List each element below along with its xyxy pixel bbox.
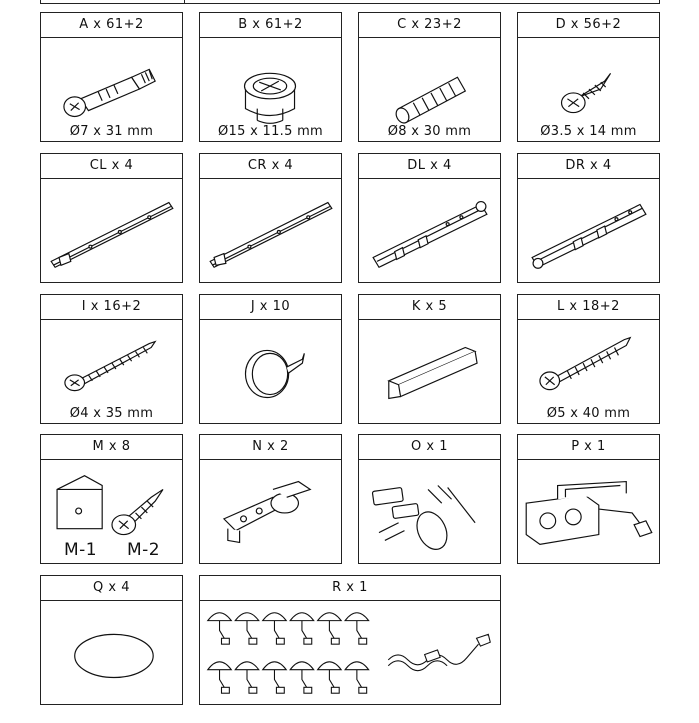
cam-bolt-icon [41,38,182,141]
part-card-o [358,434,501,564]
part-card-cr [199,153,342,283]
felt-pad-icon [41,601,182,704]
drawer-runner-left-icon [359,179,500,282]
part-header: R x 1 [200,576,500,601]
edge-profile-icon [359,320,500,423]
part-card-a [40,12,183,142]
drawer-slide-left-icon [41,179,182,282]
part-header: P x 1 [518,435,659,460]
part-card-l [517,294,660,424]
part-card-b [199,12,342,142]
part-header: CR x 4 [200,154,341,179]
drawer-slide-right-icon [200,179,341,282]
power-socket-icon [518,460,659,563]
part-card-c [358,12,501,142]
part-header: M x 8 [41,435,182,460]
wooden-dowel-icon [359,38,500,141]
part-header: O x 1 [359,435,500,460]
part-card-n [199,434,342,564]
angle-bracket-icon [41,460,182,563]
part-card-p [517,434,660,564]
sub-label-m2: M-2 [127,540,161,560]
part-dimension: Ø15 x 11.5 mm [217,124,324,139]
sub-label-m1: M-1 [64,540,98,560]
part-header: N x 2 [200,435,341,460]
part-card-dl [358,153,501,283]
part-card-d [517,12,660,142]
part-header: A x 61+2 [41,13,182,38]
part-dimension: Ø8 x 30 mm [387,124,472,139]
part-dimension: Ø5 x 40 mm [546,406,631,421]
part-header: CL x 4 [41,154,182,179]
part-card-i [40,294,183,424]
nail-glide-icon [200,320,341,423]
part-card-m [40,434,183,564]
part-card-q [40,575,183,705]
part-dimension: Ø3.5 x 14 mm [540,124,637,139]
drawer-runner-right-icon [518,179,659,282]
part-header: I x 16+2 [41,295,182,320]
cabinet-hinge-icon [200,460,341,563]
part-header: B x 61+2 [200,13,341,38]
part-header: D x 56+2 [518,13,659,38]
short-screw-icon [518,38,659,141]
top-frame [40,0,660,4]
part-header: K x 5 [359,295,500,320]
part-header: DL x 4 [359,154,500,179]
part-card-r [199,575,501,705]
long-screw-icon [41,320,182,423]
part-header: J x 10 [200,295,341,320]
part-header: L x 18+2 [518,295,659,320]
part-card-cl [40,153,183,283]
part-card-j [199,294,342,424]
wall-anchor-kit-icon [359,460,500,563]
part-card-dr [517,153,660,283]
led-light-set-icon [200,601,500,704]
part-dimension: Ø7 x 31 mm [69,124,154,139]
part-dimension: Ø4 x 35 mm [69,406,154,421]
wood-screw-icon [518,320,659,423]
cam-lock-icon [200,38,341,141]
part-header: C x 23+2 [359,13,500,38]
part-header: Q x 4 [41,576,182,601]
part-header: DR x 4 [518,154,659,179]
part-card-k [358,294,501,424]
